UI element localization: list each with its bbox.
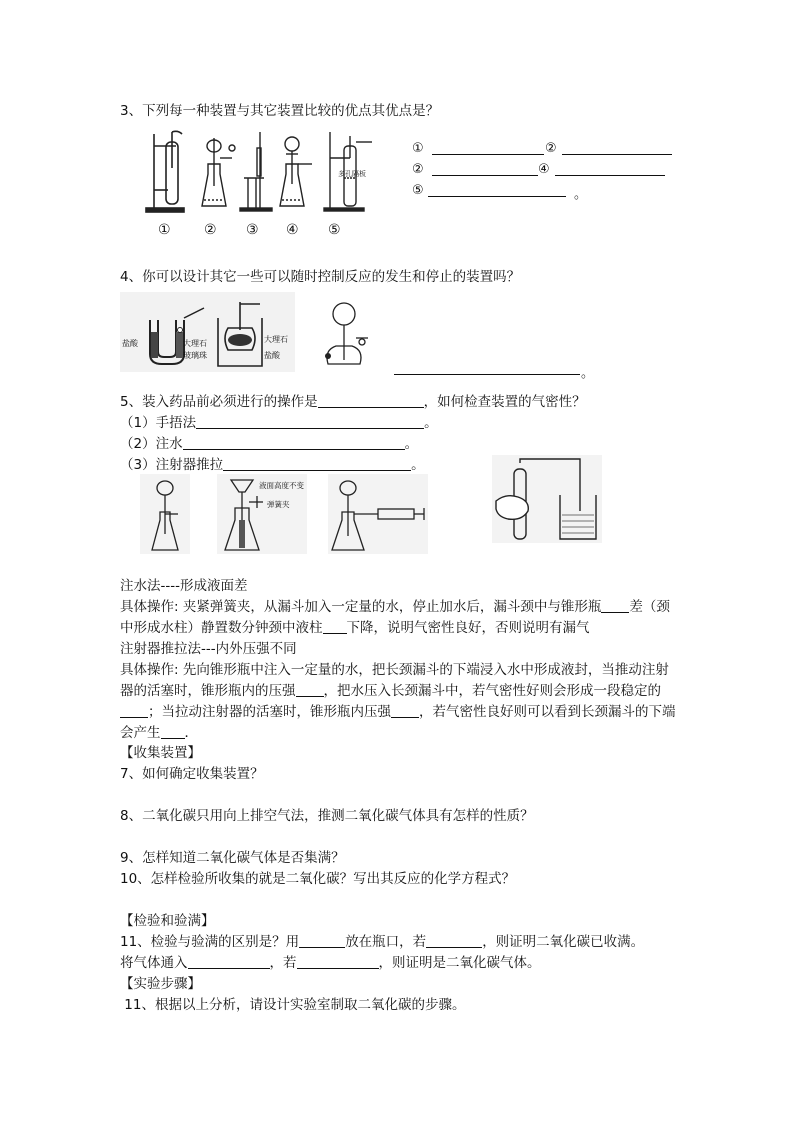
answer-blank-3[interactable] xyxy=(432,175,538,176)
p1-b: 差（颈中形成水柱）静置数分钟颈中液柱 xyxy=(120,599,670,636)
p1-a: 具体操作: 夹紧弹簧夹，从漏斗加入一定量的水，停止加水后，漏斗颈中与锥形瓶 xyxy=(120,599,602,615)
fig-num-2: ② xyxy=(204,222,217,238)
question-9: 9、怎样知道二氧化碳气体是否集满？ xyxy=(120,850,345,866)
q11b-blank-2[interactable] xyxy=(297,954,379,969)
answer-label-3: ② xyxy=(412,162,424,177)
p2-e: ． xyxy=(184,725,198,741)
q5-m3-blank[interactable] xyxy=(223,456,411,471)
syringe-method-steps xyxy=(120,660,680,744)
syringe-method-title: 注射器推拉法---内外压强不同 xyxy=(120,641,297,657)
p1-c: 下降，说明气密性良好，否则说明有漏气 xyxy=(346,620,590,636)
p2-blank-2[interactable] xyxy=(120,703,148,718)
beaker-acid-label: 盐酸 xyxy=(264,351,280,360)
q4-answer-end: 。 xyxy=(581,366,595,381)
q11b-2: ，若 xyxy=(269,955,297,971)
figure-kipp-apparatus xyxy=(318,298,374,368)
figure-u-tube-and-beaker xyxy=(120,292,295,372)
water-method-title: 注水法----形成液面差 xyxy=(120,578,248,594)
p1-blank-2[interactable] xyxy=(323,619,347,634)
q11a-3: ，则证明二氧化碳已收满。 xyxy=(482,934,645,950)
q11a-1: 11、检验与验满的区别是？用 xyxy=(120,934,300,950)
answer-label-5: ⑤ xyxy=(412,183,424,198)
q5-text-b: ，如何检查装置的气密性？ xyxy=(423,394,586,410)
p2-blank-4[interactable] xyxy=(161,724,185,739)
q5-method-3 xyxy=(120,453,425,473)
answer-blank-2[interactable] xyxy=(562,154,672,155)
p1-blank-1[interactable] xyxy=(601,598,629,613)
question-8: 8、二氧化碳只用向上排空气法，推测二氧化碳气体具有怎样的性质？ xyxy=(120,808,534,824)
q5-m2-label: （2）注水 xyxy=(120,436,183,452)
answer-label-4: ④ xyxy=(538,162,550,177)
p2-blank-1[interactable] xyxy=(296,682,324,697)
q5-m1-blank[interactable] xyxy=(196,414,424,429)
question-11-difference xyxy=(120,932,680,953)
fig-num-4: ④ xyxy=(286,222,299,238)
q11b-3: ，则证明是二氧化碳气体。 xyxy=(378,955,541,971)
q11a-blank-2[interactable] xyxy=(426,933,482,948)
figure-water-injection-flask xyxy=(217,474,307,554)
figure-hand-test-tube-beaker xyxy=(492,455,602,543)
p2-c: ；当拉动注射器的活塞时，锥形瓶内压强 xyxy=(148,704,391,720)
level-unchanged-label: 液面高度不变 xyxy=(259,481,304,490)
fig-num-3: ③ xyxy=(246,222,259,238)
u-tube-acid-label: 盐酸 xyxy=(122,339,138,348)
section-test: 【检验和验满】 xyxy=(120,913,215,929)
section-steps: 【实验步骤】 xyxy=(120,976,201,992)
answer-label-2: ② xyxy=(545,141,557,156)
figure-syringe-flask xyxy=(328,474,428,554)
q11a-2: 放在瓶口，若 xyxy=(345,934,427,950)
answer-blank-4[interactable] xyxy=(555,175,665,176)
q5-text-a: 5、装入药品前必须进行的操作是 xyxy=(120,394,318,410)
question-4: 4、你可以设计其它一些可以随时控制反应的发生和停止的装置吗？ xyxy=(120,269,521,285)
question-3: 3、下列每一种装置与其它装置比较的优点其优点是？ xyxy=(120,103,440,119)
p2-b: ，把水压入长颈漏斗中，若气密性好则会形成一段稳定的 xyxy=(323,683,661,699)
q5-blank-operation[interactable] xyxy=(318,393,424,408)
p2-blank-3[interactable] xyxy=(391,703,419,718)
section-collect: 【收集装置】 xyxy=(120,745,201,761)
plate-label: 多孔隔板 xyxy=(338,170,366,178)
p2-d: ，若气密性良好则可以看到长颈漏斗的下端会产生 xyxy=(120,704,676,741)
figure-hand-warm-flask xyxy=(140,474,190,554)
question-10: 10、怎样检验所收集的就是二氧化碳？写出其反应的化学方程式？ xyxy=(120,871,516,887)
answer-label-1: ① xyxy=(412,141,424,156)
q5-m2-blank[interactable] xyxy=(183,435,405,450)
q5-method-1 xyxy=(120,411,438,431)
u-tube-marble-label: 大理石 xyxy=(183,339,207,348)
u-tube-beads-label: 玻璃珠 xyxy=(183,351,207,360)
question-11-verify xyxy=(120,953,680,974)
p2-a: 具体操作: 先向锥形瓶中注入一定量的水，把长颈漏斗的下端浸入水中形成液封，当推动注射器的活塞时，锥形瓶内的压强 xyxy=(120,662,669,699)
question-5 xyxy=(120,390,586,410)
figure-apparatus-set-q3 xyxy=(140,128,390,240)
fig-num-5: ⑤ xyxy=(328,222,341,238)
answer-blank-1[interactable] xyxy=(432,154,544,155)
q5-m3-label: （3）注射器推拉 xyxy=(120,457,224,473)
q5-m3-end: 。 xyxy=(411,457,425,473)
q5-m2-end: 。 xyxy=(404,436,419,452)
q11b-1: 将气体通入 xyxy=(120,955,188,971)
water-method-steps xyxy=(120,597,680,639)
q11b-blank-1[interactable] xyxy=(188,954,270,969)
q5-m1-end: 。 xyxy=(424,415,438,431)
answer-blank-5[interactable] xyxy=(428,196,566,197)
q11a-blank-1[interactable] xyxy=(299,933,345,948)
question-11-steps: 11、根据以上分析，请设计实验室制取二氧化碳的步骤。 xyxy=(120,997,466,1013)
question-7: 7、如何确定收集装置？ xyxy=(120,766,264,782)
spring-clamp-label: 弹簧夹 xyxy=(267,500,290,509)
answer-end-q3: 。 xyxy=(574,187,588,202)
q4-answer-blank[interactable] xyxy=(394,374,580,375)
beaker-marble-label: 大理石 xyxy=(264,335,288,344)
q5-method-2 xyxy=(120,432,418,452)
fig-num-1: ① xyxy=(158,222,171,238)
q5-m1-label: （1）手捂法 xyxy=(120,415,197,431)
